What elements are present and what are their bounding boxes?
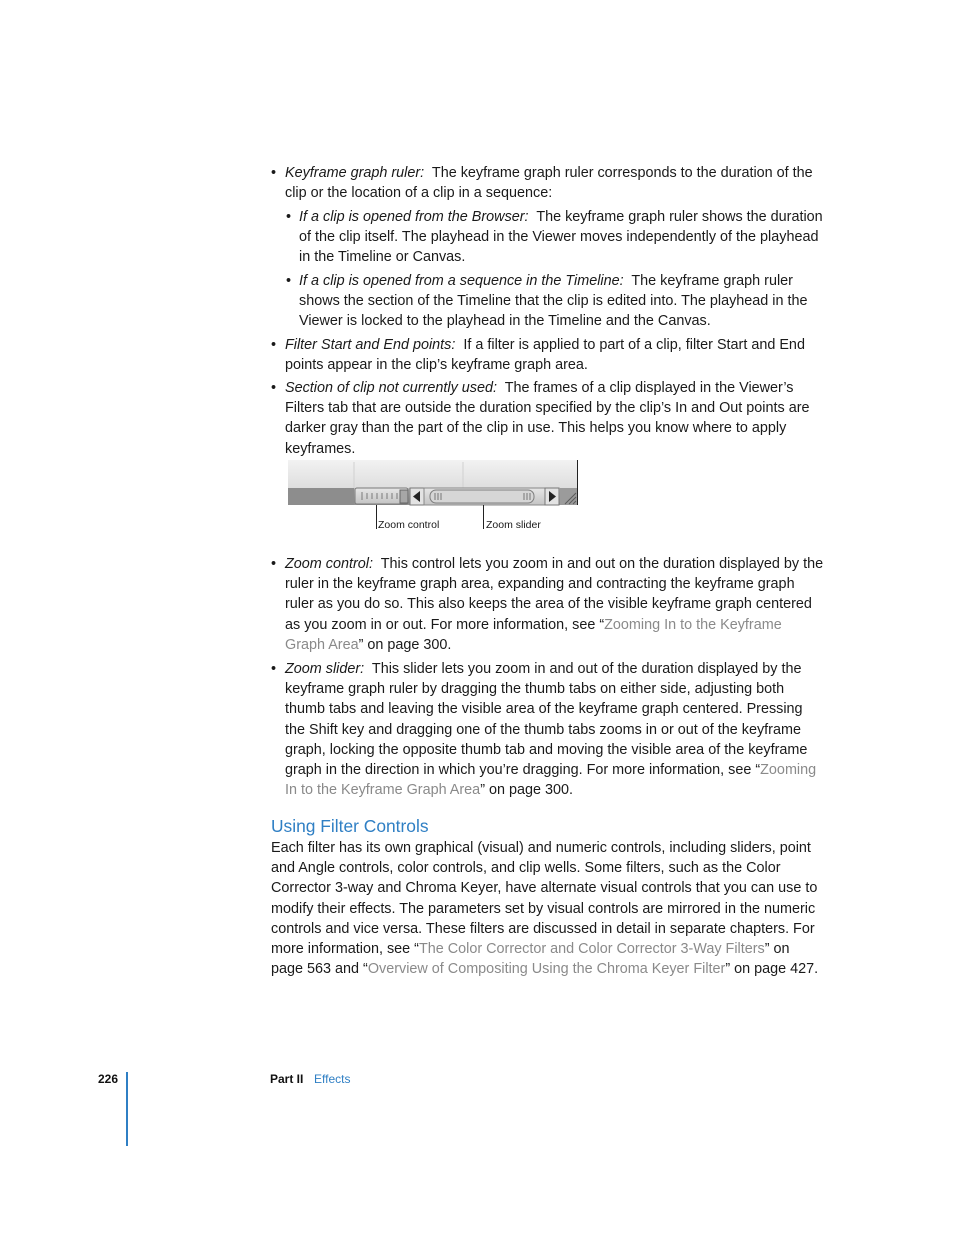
section-body <box>271 838 823 979</box>
footer-rule <box>126 1072 128 1146</box>
bullet-dot: • <box>271 165 277 181</box>
bullet-text: The keyframe graph ruler shows the duration of the clip itself. The playhead in the Viewer moves independently of the playhead in the Timeline or Canvas. <box>299 209 823 266</box>
subbullet-opened-from-timeline <box>299 271 827 332</box>
bullet-lead: Section of clip not currently used: <box>285 380 497 396</box>
bullet-dot: • <box>271 380 277 396</box>
bullet-dot: • <box>271 337 277 353</box>
zoom-bar-illustration <box>288 460 578 506</box>
bullet-lead: Zoom slider: <box>285 661 365 677</box>
bullet-lead: Filter Start and End points: <box>285 337 456 353</box>
callout-line-zoom-slider <box>483 505 484 529</box>
callout-zoom-control: Zoom control <box>378 519 440 531</box>
bullet-dot: • <box>286 209 292 225</box>
bullet-text: This control lets you zoom in and out on the duration displayed by the ruler in the keyframe graph area, expanding and contracting the keyframe graph ruler as you do so. This also keeps the area of the visible keyframe graph centered as you zoom in or out. For more information, see “ <box>285 556 824 633</box>
bullet-text: The frames of a clip displayed in the Viewer’s Filters tab that are outside the duration specified by the clip’s In and Out points are darker gray than the part of the clip in use. This helps you know where to apply keyframes. <box>285 380 810 457</box>
footer-part: Part II <box>270 1072 304 1086</box>
bullet-text: This slider lets you zoom in and out of the duration displayed by the keyframe graph ruler by dragging the thumb tabs on either side, adjusting both thumb tabs and leaving the visible area of the keyframe graph centered. Pressing the Shift key and dragging one of the thumb tabs zooms in or out of the keyframe graph, locking the opposite thumb tab and moving the visible area of the keyframe graph in the direction in which you’re dragging. For more information, see “ <box>285 661 808 779</box>
bullet-dot: • <box>286 273 292 289</box>
callout-line-zoom-control <box>376 505 377 529</box>
cross-reference-link[interactable]: Zooming In to the Keyframe Graph Area <box>285 616 782 653</box>
bar-left-dark <box>288 488 354 505</box>
zoom-slider-thumb[interactable] <box>430 490 534 503</box>
cross-reference-link[interactable]: The Color Corrector and Color Corrector 3-Way Filters <box>418 941 765 958</box>
footer-section-link[interactable]: Effects <box>314 1072 351 1086</box>
body-text: Each filter has its own graphical (visual) and numeric controls, including sliders, point and Angle controls, color controls, and clip wells. Some filters, such as the Color Corrector 3-way and Chroma Keyer, have alternate visual controls that you can use to modify their effects. The parameters set by visual controls are mirrored in the numeric controls and vice versa. These filters are discussed in detail in separate chapters. For more information, see “ <box>271 840 818 958</box>
page-number: 226 <box>98 1072 119 1086</box>
bullet-text: If a filter is applied to part of a clip, filter Start and End points appear in the clip’s keyframe graph area. <box>285 337 805 374</box>
bullet-zoom-slider <box>285 659 825 800</box>
graph-area <box>288 460 578 488</box>
bullet-filter-start-end-points <box>285 335 825 375</box>
zoom-controls-figure <box>288 460 578 506</box>
bullet-text: The keyframe graph ruler shows the section of the Timeline that the clip is edited into. The playhead in the Viewer is locked to the playhead in the Timeline and the Canvas. <box>299 273 808 330</box>
bullet-keyframe-graph-ruler <box>285 163 825 203</box>
bullet-lead: Zoom control: <box>285 556 373 572</box>
bullet-tail: ” on page 300. <box>480 782 574 799</box>
bullet-zoom-control <box>285 554 825 655</box>
cross-reference-link[interactable]: Zooming In to the Keyframe Graph Area <box>285 762 817 799</box>
body-text: ” on page 563 and “ <box>271 941 790 978</box>
bullet-dot: • <box>271 661 277 677</box>
section-heading: Using Filter Controls <box>271 816 429 836</box>
bullet-text: The keyframe graph ruler corresponds to the duration of the clip or the location of a clip in a sequence: <box>285 165 813 202</box>
subbullet-opened-from-browser <box>299 207 827 268</box>
callout-zoom-slider: Zoom slider <box>486 519 541 531</box>
cross-reference-link[interactable]: Overview of Compositing Using the Chroma Keyer Filter <box>367 961 726 978</box>
resize-corner[interactable] <box>560 488 578 505</box>
bullet-dot: • <box>271 556 277 572</box>
bullet-tail: ” on page 300. <box>358 636 452 653</box>
bullet-lead: Keyframe graph ruler: <box>285 165 425 181</box>
body-text: ” on page 427. <box>725 961 819 978</box>
bullet-lead: If a clip is opened from the Browser: <box>299 209 529 225</box>
bullet-section-not-used <box>285 378 825 459</box>
bullet-lead: If a clip is opened from a sequence in the Timeline: <box>299 273 624 289</box>
zoom-control-knob[interactable] <box>400 490 408 503</box>
